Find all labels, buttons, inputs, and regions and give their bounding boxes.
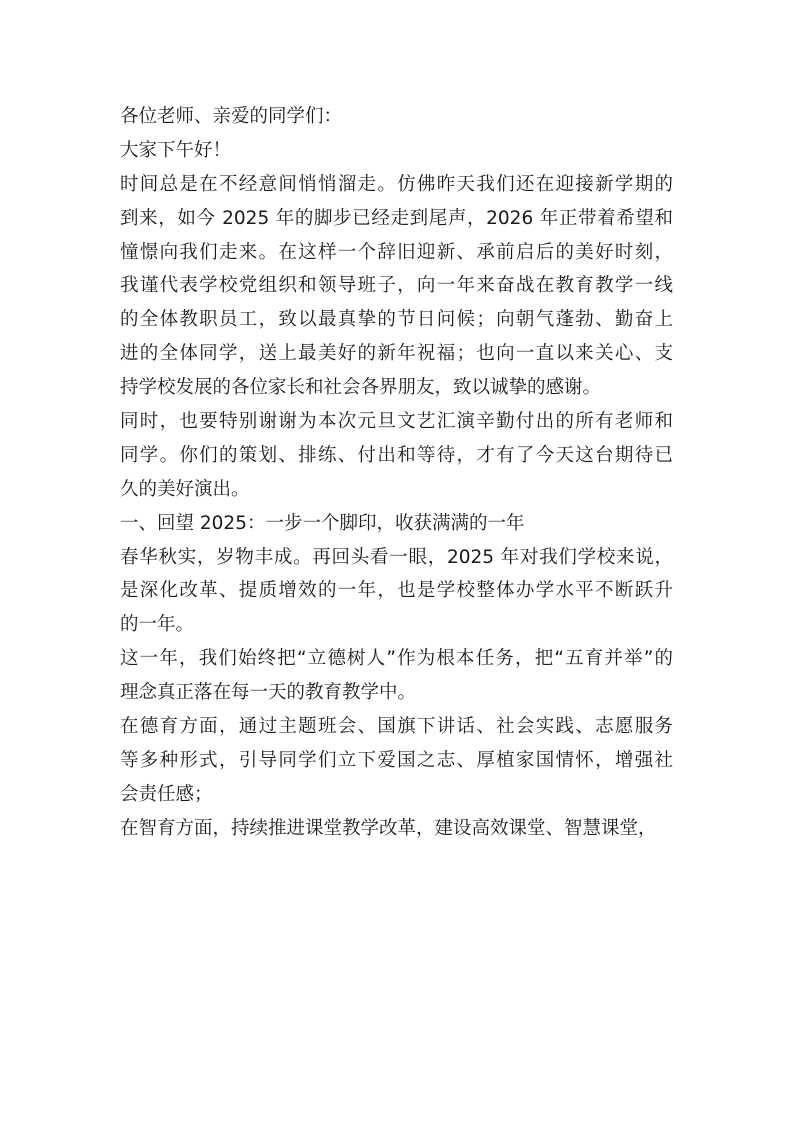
text-line: 持学校发展的各位家长和社会各界朋友，致以诚挚的感谢。	[120, 377, 602, 399]
text-line: 在智育方面，持续推进课堂教学改革，建设高效课堂、智慧课堂，	[120, 817, 657, 839]
text-line: 我谨代表学校党组织和领导班子，向一年来奋战在教育教学一线	[120, 275, 673, 297]
paragraph	[120, 405, 673, 507]
paragraph	[120, 642, 673, 710]
text-line: 在德育方面，通过主题班会、国旗下讲话、社会实践、志愿服务	[120, 716, 673, 738]
text-line: 大家下午好！	[120, 139, 232, 161]
document-body	[120, 100, 673, 846]
text-line: 会责任感；	[120, 783, 213, 805]
paragraph	[120, 168, 673, 405]
text-line: 等多种形式，引导同学们立下爱国之志、厚植家国情怀，增强社	[120, 749, 673, 771]
text-line: 这一年，我们始终把“立德树人”作为根本任务，把“五育并举”的	[120, 648, 673, 670]
paragraph	[120, 710, 673, 812]
text-line: 春华秋实，岁物丰成。再回头看一眼，2025 年对我们学校来说，	[120, 546, 673, 568]
paragraph	[120, 507, 673, 541]
text-line: 的一年。	[120, 614, 195, 636]
paragraph	[120, 812, 673, 846]
text-line: 时间总是在不经意间悄悄溜走。仿佛昨天我们还在迎接新学期的	[120, 173, 673, 195]
text-line: 是深化改革、提质增效的一年，也是学校整体办学水平不断跃升	[120, 580, 673, 602]
paragraph	[120, 541, 673, 643]
text-line: 的全体教职员工，致以最真挚的节日问候；向朝气蓬勃、勤奋上	[120, 309, 673, 331]
text-line: 进的全体同学，送上最美好的新年祝福；也向一直以来关心、支	[120, 343, 673, 365]
text-line: 同学。你们的策划、排练、付出和等待，才有了今天这台期待已	[120, 444, 673, 466]
text-line: 同时，也要特别谢谢为本次元旦文艺汇演辛勤付出的所有老师和	[120, 411, 673, 433]
text-line: 各位老师、亲爱的同学们：	[120, 106, 343, 127]
text-line: 一、回望 2025：一步一个脚印，收获满满的一年	[120, 512, 525, 534]
text-line: 憧憬向我们走来。在这样一个辞旧迎新、承前启后的美好时刻，	[120, 241, 673, 263]
text-line: 理念真正落在每一天的教育教学中。	[120, 682, 417, 704]
text-line: 久的美好演出。	[120, 478, 250, 500]
paragraph	[120, 134, 673, 168]
paragraph	[120, 100, 673, 134]
text-line: 到来，如今 2025 年的脚步已经走到尾声，2026 年正带着希望和	[120, 207, 673, 229]
